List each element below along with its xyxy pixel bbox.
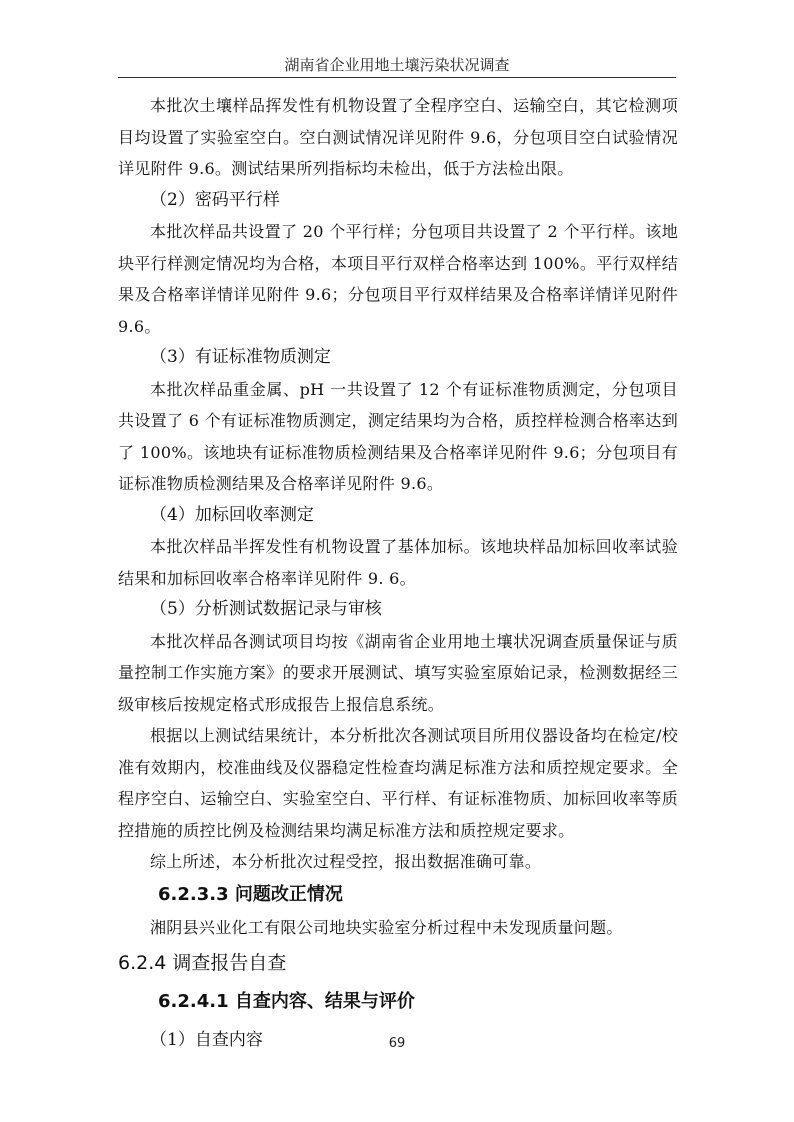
subheading-data-review: （5）分析测试数据记录与审核 — [150, 599, 382, 619]
heading-6-2-4: 6.2.4 调查报告自查 — [118, 952, 287, 974]
paragraph-parallel-samples: 本批次样品共设置了 20 个平行样；分包项目共设置了 2 个平行样。该地块平行样测定情况均为合格，本项目平行双样合格率达到 100%。平行双样结果及合格率详情详见附件 9.6；分包项目平行双样结果及合格率详情详见附件 9.6。 — [118, 222, 678, 336]
subheading-reference-materials: （3）有证标准物质测定 — [150, 347, 331, 367]
paragraph-data-review: 本批次样品各测试项目均按《湖南省企业用地土壤状况调查质量保证与质量控制工作实施方案》的要求开展测试、填写实验室原始记录，检测数据经三级审核后按规定格式形成报告上报信息系统。 — [118, 631, 678, 714]
heading-6-2-3-3: 6.2.3.3 问题改正情况 — [158, 883, 343, 905]
document-body — [118, 90, 678, 1059]
paragraph-blank-samples: 本批次土壤样品挥发性有机物设置了全程序空白、运输空白，其它检测项目均设置了实验室空白。空白测试情况详见附件 9.6，分包项目空白试验情况详见附件 9.6。测试结果所列指标均未检出，低于方法检出限。 — [118, 96, 678, 178]
paragraph-no-issues: 湘阴县兴业化工有限公司地块实验室分析过程中未发现质量问题。 — [150, 917, 623, 937]
running-header: 湖南省企业用地土壤污染状况调查 — [284, 56, 510, 74]
paragraph-reference-materials: 本批次样品重金属、pH 一共设置了 12 个有证标准物质测定，分包项目共设置了 6 个有证标准物质测定，测定结果均为合格，质控样检测合格率达到了 100%。该地块有证标准物质检测结果及合格率详见附件 9.6；分包项目有证标准物质检测结果及合格率详见附件 9.6。 — [118, 379, 678, 493]
paragraph-conclusion: 综上所述，本分析批次过程受控，报出数据准确可靠。 — [150, 852, 542, 871]
subheading-self-check-content: （1）自查内容 — [150, 1030, 263, 1050]
paragraph-statistics-summary: 根据以上测试结果统计，本分析批次各测试项目所用仪器设备均在检定/校准有效期内，校准曲线及仪器稳定性检查均满足标准方法和质控规定要求。全程序空白、运输空白、实验室空白、平行样、有证标准物质、加标回收率等质控措施的质控比例及检测结果均满足标准方法和质控规定要求。 — [118, 726, 678, 840]
subheading-parallel-samples: （2）密码平行样 — [150, 189, 280, 210]
subheading-spike-recovery: （4）加标回收率测定 — [150, 504, 314, 525]
paragraph-spike-recovery: 本批次样品半挥发性有机物设置了基体加标。该地块样品加标回收率试验结果和加标回收率合格率详见附件 9. 6。 — [118, 537, 678, 588]
page-number: 69 — [388, 1036, 406, 1051]
heading-6-2-4-1: 6.2.4.1 自查内容、结果与评价 — [158, 991, 415, 1012]
header-divider — [118, 77, 676, 78]
